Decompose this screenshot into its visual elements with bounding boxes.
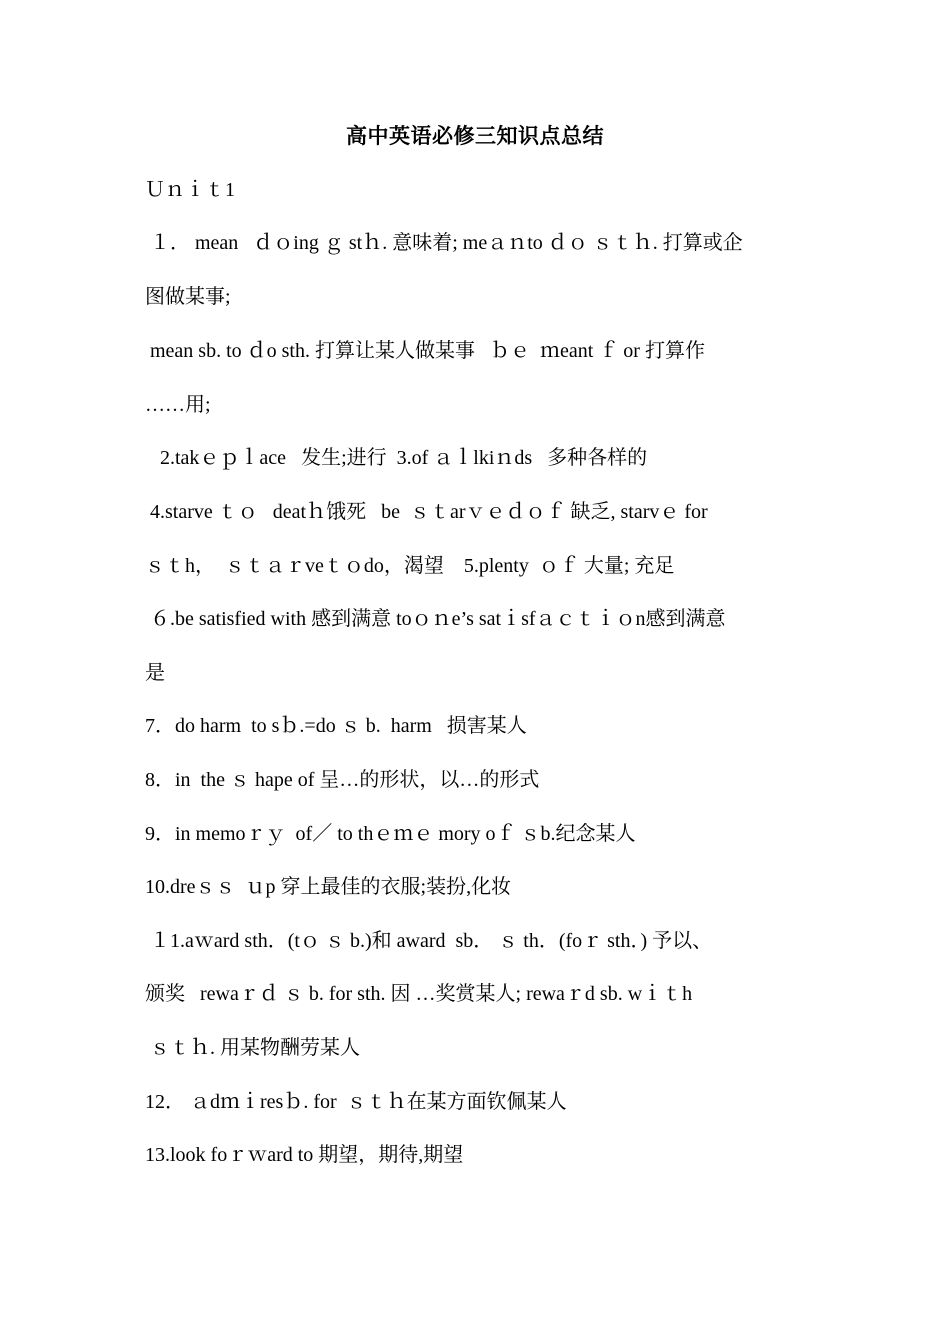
text-line: ｓｔh， ｓｔａｒveｔｏdo，渴望 5.plenty ｏｆ 大量; 充足 <box>145 555 675 577</box>
unit-heading: Ｕｎｉｔ1 <box>145 179 235 201</box>
text-line: 12． ａdｍｉresｂ. for ｓｔｈ在某方面钦佩某人 <box>145 1091 567 1113</box>
text-line: １． mean ｄｏing ｇ stｈ. 意味着; meａｎto ｄｏ ｓｔｈ. 打算或企 <box>145 232 743 254</box>
text-line: 2.takｅｐｌace 发生;进行 3.of ａｌlkiｎds 多种各样的 <box>145 447 648 469</box>
text-line: 图做某事; <box>145 286 231 308</box>
text-line: mean sb. to ｄo sth. 打算让某人做某事 ｂｅ ｍeant ｆ or 打算作 <box>145 340 705 362</box>
text-line: 10.dreｓｓ ｕp 穿上最佳的衣服;装扮,化妆 <box>145 876 512 898</box>
text-line: ｓｔｈ. 用某物酬劳某人 <box>145 1037 360 1059</box>
text-line: 13.look foｒｗard to 期望，期待,期望 <box>145 1144 464 1166</box>
text-line: 9．in memoｒｙ of／ to thｅｍｅ mory oｆ ｓb.纪念某人 <box>145 823 636 845</box>
text-line: 是 <box>145 662 165 684</box>
text-line: ６.be satisfied with 感到满意 toｏｎe’s satｉsfａｃｔｉｏn感到满意 <box>145 608 726 630</box>
text-line: 8．in the ｓ hape of 呈…的形状，以…的形式 <box>145 769 540 791</box>
text-line: １1.aｗard sth．(tｏ ｓ b.)和 award sb． ｓ th．(foｒ sth．) 予以、 <box>145 930 713 952</box>
page-title: 高中英语必修三知识点总结 <box>346 124 604 148</box>
text-line: ……用; <box>145 394 211 416</box>
text-line: 颁奖 rewaｒｄ ｓ b. for sth. 因 …奖赏某人; rewaｒd sb. wｉｔh <box>145 983 693 1005</box>
text-line: 4.starve ｔｏ deatｈ饿死 be ｓｔarｖｅｄｏｆ 缺乏, starvｅ for <box>145 501 708 523</box>
text-line: 7．do harm to sｂ.=do ｓ b. harm 损害某人 <box>145 715 527 737</box>
